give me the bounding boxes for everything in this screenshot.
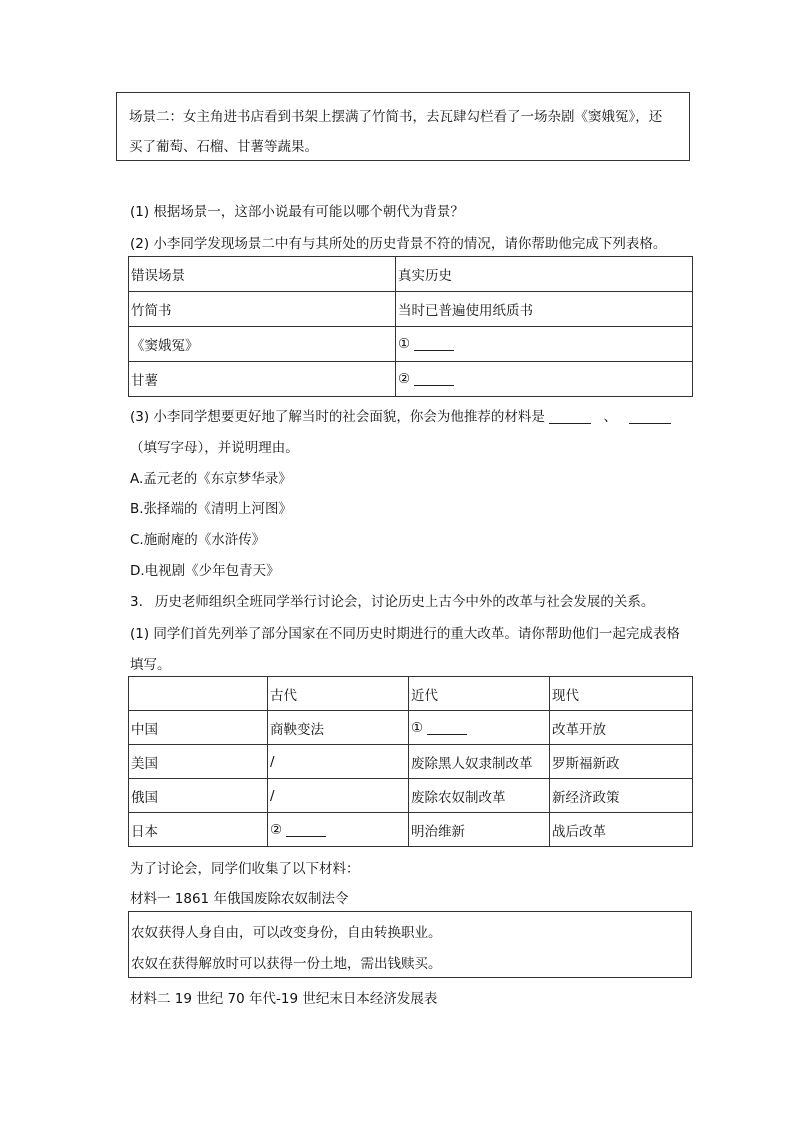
material-1-line1: 农奴获得人身自由，可以改变身份，自由转换职业。 [131,925,442,941]
question-2: (2) 小李同学发现场景二中有与其所处的历史背景不符的情况，请你帮助他完成下列表格。 [130,236,667,252]
blank-label: ② [398,371,411,387]
table-row [129,327,693,362]
material-1-box [128,911,692,978]
option-d: D.电视剧《少年包青天》 [130,563,280,579]
table-cell: / [268,745,409,779]
answer-blank[interactable] [427,720,467,735]
table-cell [268,813,409,847]
question-3-line1 [130,405,671,425]
item-text: 历史老师组织全班同学举行讨论会，讨论历史上古今中外的改革与社会发展的关系。 [154,594,655,610]
table-header-cell: 真实历史 [396,257,693,292]
table-cell: 日本 [129,813,268,847]
table-header-cell: 错误场景 [129,257,396,292]
table-row [129,292,693,327]
scene2-box [116,92,690,161]
sub-question-1-line1: (1) 同学们首先列举了部分国家在不同历史时期进行的重大改革。请你帮助他们一起完成表格 [130,626,680,642]
table-header-cell [129,677,268,711]
table-cell: 竹简书 [129,292,396,327]
table-row [129,745,693,779]
question-3-text: (3) 小李同学想要更好地了解当时的社会面貌，你会为他推荐的材料是 [130,409,545,425]
table-cell: 新经济政策 [550,779,693,813]
scene2-line2: 买了葡萄、石榴、甘薯等蔬果。 [129,139,318,155]
scene2-line1: 场景二：女主角进书店看到书架上摆满了竹简书，去瓦肆勾栏看了一场杂剧《窦娥冤》，还 [129,109,663,125]
table-cell [396,362,693,397]
answer-blank[interactable] [286,822,326,837]
blank-label: ① [411,719,424,736]
table-cell: 商鞅变法 [268,711,409,745]
reform-table [128,676,693,847]
question-3-line2: （填写字母），并说明理由。 [130,440,299,456]
table-row [129,813,693,847]
table-cell [409,711,550,745]
table-header-cell: 近代 [409,677,550,711]
option-b: B.张择端的《清明上河图》 [130,501,293,517]
table-row [129,711,693,745]
table-row [129,677,693,711]
question-1: (1) 根据场景一，这部小说最有可能以哪个朝代为背景？ [130,204,464,220]
table-cell: 明治维新 [409,813,550,847]
answer-blank[interactable] [414,336,454,351]
error-scene-table [128,256,693,397]
table-cell: 《窦娥冤》 [129,327,396,362]
answer-blank[interactable] [549,409,591,424]
table-cell: 甘薯 [129,362,396,397]
blank-label: ② [270,821,283,838]
table-cell: 战后改革 [550,813,693,847]
table-cell: 改革开放 [550,711,693,745]
table-header-cell: 现代 [550,677,693,711]
table-row [129,362,693,397]
blank-label: ① [398,336,411,352]
table-cell: 当时已普遍使用纸质书 [396,292,693,327]
option-c: C.施耐庵的《水浒传》 [130,532,266,548]
table-cell: 中国 [129,711,268,745]
material-1-line2: 农奴在获得解放时可以获得一份土地，需出钱赎买。 [131,956,442,972]
table-cell: 俄国 [129,779,268,813]
answer-blank[interactable] [414,371,454,386]
collect-text: 为了讨论会，同学们收集了以下材料： [130,861,360,877]
item-number: 3. [130,594,143,610]
table-cell: 废除黑人奴隶制改革 [409,745,550,779]
material-2-title: 材料二 19 世纪 70 年代-19 世纪末日本经济发展表 [130,991,438,1007]
material-1-title: 材料一 1861 年俄国废除农奴制法令 [130,891,349,907]
table-header-cell: 古代 [268,677,409,711]
table-row [129,257,693,292]
table-cell: / [268,779,409,813]
table-cell: 美国 [129,745,268,779]
table-cell: 罗斯福新政 [550,745,693,779]
separator: 、 [603,409,618,425]
table-cell [396,327,693,362]
option-a: A.孟元老的《东京梦华录》 [130,471,292,487]
item-3 [130,590,654,610]
sub-question-1-line2: 填写。 [130,657,171,673]
answer-blank[interactable] [629,409,671,424]
table-cell: 废除农奴制改革 [409,779,550,813]
table-row [129,779,693,813]
